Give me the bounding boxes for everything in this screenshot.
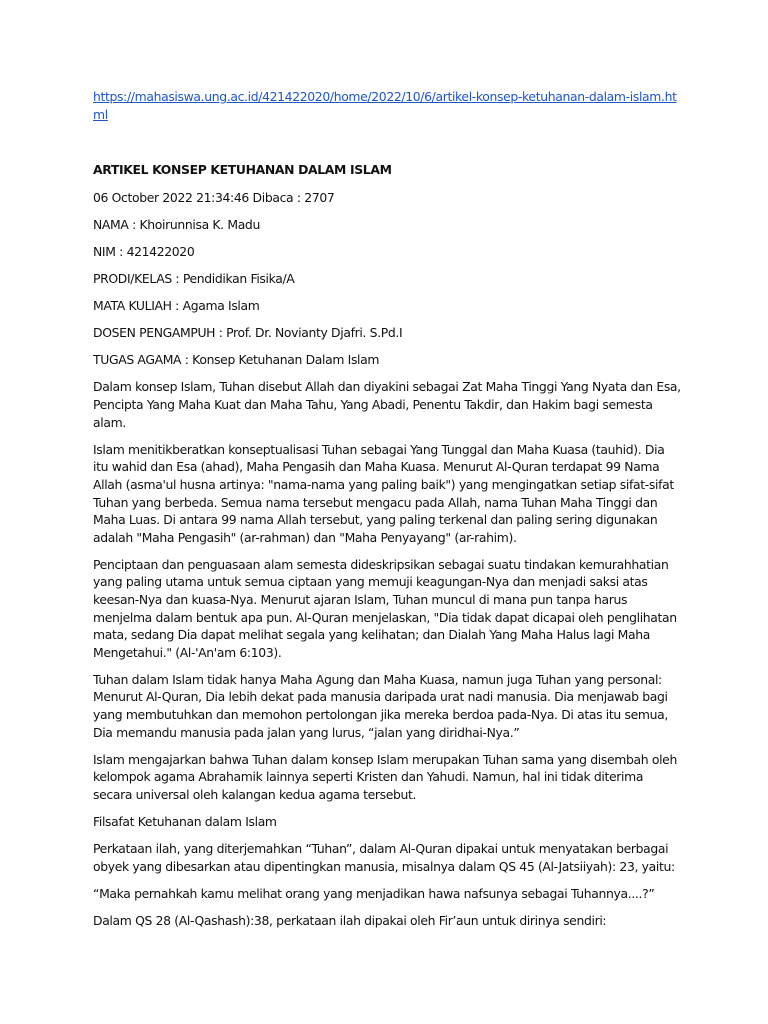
- tugas-line: TUGAS AGAMA : Konsep Ketuhanan Dalam Islam: [93, 352, 380, 368]
- section-heading: Filsafat Ketuhanan dalam Islam: [93, 814, 277, 829]
- quote-paragraph: “Maka pernahkah kamu melihat orang yang menjadikan hawa nafsunya sebagai Tuhannya....?”: [93, 885, 655, 901]
- article-meta: [93, 189, 683, 369]
- paragraph: Dalam QS 28 (Al-Qashash):38, perkataan ilah dipakai oleh Fir’aun untuk dirinya sendiri:: [93, 912, 607, 928]
- date-line: 06 October 2022 21:34:46 Dibaca : 2707: [93, 189, 335, 205]
- nama-line: NAMA : Khoirunnisa K. Madu: [93, 216, 260, 232]
- paragraph: Islam mengajarkan bahwa Tuhan dalam konsep Islam merupakan Tuhan sama yang disembah oleh kelompok agama Abrahamik lainnya seperti Kristen dan Yahudi. Namun, hal ini tidak diterima secara universal oleh kalangan kedua agama tersebut.: [93, 751, 677, 802]
- paragraph: Islam menitikberatkan konseptualisasi Tuhan sebagai Yang Tunggal dan Maha Kuasa (tauhid). Dia itu wahid dan Esa (ahad), Maha Pengasih dan Maha Kuasa. Menurut Al-Quran terdapat 99 Nama Allah (asma'ul husna artinya: "nama-nama yang paling baik") yang mengingatkan setiap sifat-sifat Tuhan yang berbeda. Semua nama tersebut mengacu pada Allah, nama Tuhan Maha Tinggi dan Maha Luas. Di antara 99 nama Allah tersebut, yang paling terkenal dan paling sering digunakan adalah "Maha Pengasih" (ar-rahman) dan "Maha Penyayang" (ar-rahim).: [93, 441, 674, 545]
- document-page: [93, 88, 683, 939]
- paragraph: Dalam konsep Islam, Tuhan disebut Allah dan diyakini sebagai Zat Maha Tinggi Yang Nyata dan Esa, Pencipta Yang Maha Kuat dan Maha Tahu, Yang Abadi, Penentu Takdir, dan Hakim bagi semesta alam.: [93, 379, 681, 430]
- spacer: [93, 179, 683, 189]
- mata-kuliah-line: MATA KULIAH : Agama Islam: [93, 298, 260, 314]
- paragraph: Perkataan ilah, yang diterjemahkan “Tuhan”, dalam Al-Quran dipakai untuk menyatakan berbagai obyek yang dibesarkan atau dipentingkan manusia, misalnya dalam QS 45 (Al-Jatsiiyah): 23, yaitu:: [93, 841, 675, 874]
- dosen-line: DOSEN PENGAMPUH : Prof. Dr. Novianty Djafri. S.Pd.I: [93, 325, 403, 341]
- paragraph: Tuhan dalam Islam tidak hanya Maha Agung dan Maha Kuasa, namun juga Tuhan yang personal: Menurut Al-Quran, Dia lebih dekat pada manusia daripada urat nadi manusia. Dia menjawab bagi yang membutuhkan dan memohon pertolongan jika mereka berdoa pada-Nya. Di atas itu semua, Dia memandu manusia pada jalan yang lurus, “jalan yang diridhai-Nya.”: [93, 671, 668, 740]
- paragraph: Penciptaan dan penguasaan alam semesta dideskripsikan sebagai suatu tindakan kemurahhatian yang paling utama untuk semua ciptaan yang memuji keagungan-Nya dan menjadi saksi atas keesan-Nya dan kuasa-Nya. Menurut ajaran Islam, Tuhan muncul di mana pun tanpa harus menjelma dalam bentuk apa pun. Al-Quran menjelaskan, "Dia tidak dapat dicapai oleh penglihatan mata, sedang Dia dapat melihat segala yang kelihatan; dan Dialah Yang Maha Halus lagi Maha Mengetahui." (Al-'An'am 6:103).: [93, 556, 677, 660]
- spacer: [93, 123, 683, 161]
- source-link[interactable]: https://mahasiswa.ung.ac.id/421422020/home/2022/10/6/artikel-konsep-ketuhanan-dalam-islam.html: [93, 89, 677, 122]
- article-body: [93, 378, 683, 929]
- nim-line: NIM : 421422020: [93, 243, 195, 259]
- prodi-line: PRODI/KELAS : Pendidikan Fisika/A: [93, 271, 295, 287]
- article-title: ARTIKEL KONSEP KETUHANAN DALAM ISLAM: [93, 162, 392, 178]
